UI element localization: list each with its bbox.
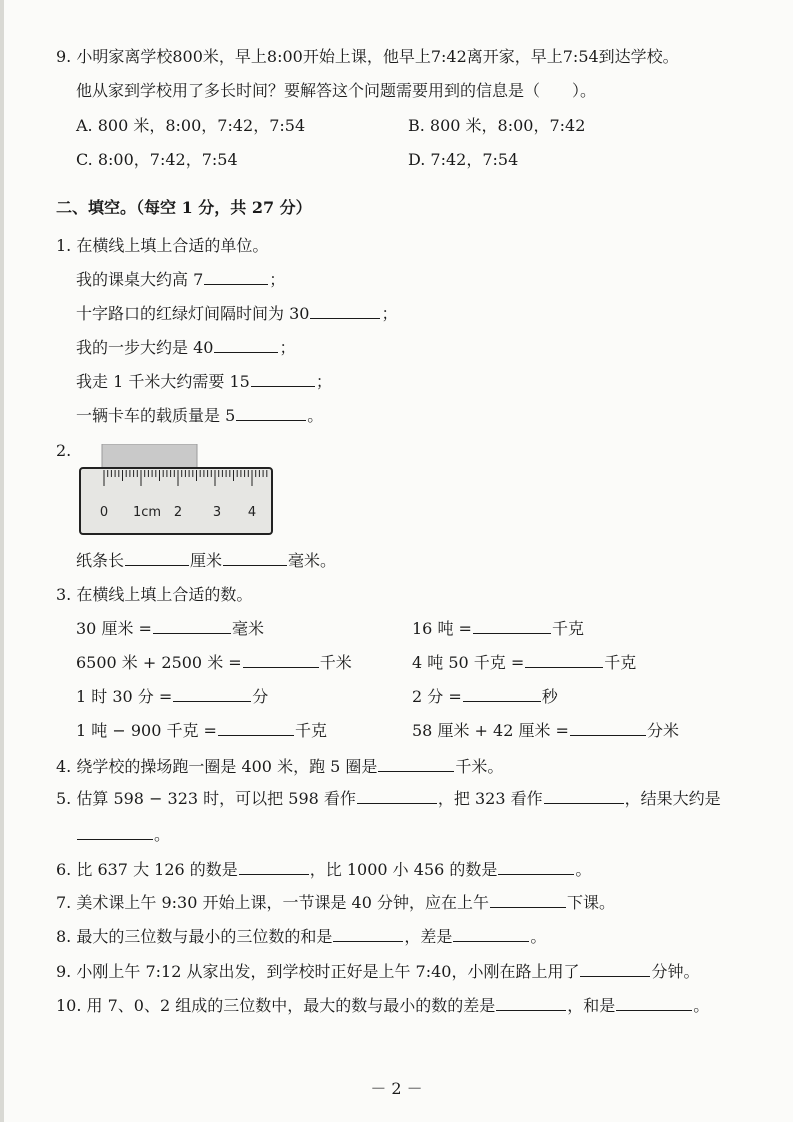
q9-option-c[interactable]: C. 8:00，7:42，7:54 [76,150,238,169]
f3-right-3: 2 分 = 秒 [412,687,558,706]
answer-blank[interactable] [616,994,692,1011]
answer-blank[interactable] [77,823,153,840]
f1-item-2: 十字路口的红绿灯间隔时间为 30 ； [76,304,398,323]
answer-blank[interactable] [570,719,646,736]
ruler-body [80,468,272,534]
answer-blank[interactable] [333,925,403,942]
answer-blank[interactable] [239,858,309,875]
ruler-label: 4 [247,505,257,520]
q9-option-d[interactable]: D. 7:42，7:54 [408,150,519,169]
answer-blank[interactable] [580,960,650,977]
f1-item-4: 我走 1 千米大约需要 15 ； [76,372,332,391]
f3-right-4: 58 厘米 + 42 厘米 = 分米 [412,721,679,740]
answer-blank[interactable] [236,404,306,421]
answer-blank[interactable] [463,685,541,702]
answer-blank[interactable] [525,651,603,668]
answer-blank[interactable] [498,858,574,875]
page-number: － 2 － [370,1079,423,1098]
answer-blank[interactable] [223,549,287,566]
answer-blank[interactable] [173,685,251,702]
f1-item-5: 一辆卡车的载质量是 5 。 [76,406,324,425]
answer-blank[interactable] [310,302,380,319]
q9-option-a[interactable]: A. 800 米，8:00，7:42，7:54 [76,116,306,135]
f7-line: 7. 美术课上午 9:30 开始上课，一节课是 40 分钟，应在上午 下课。 [56,893,616,912]
f8-line: 8. 最大的三位数与最小的三位数的和是 ，差是 。 [56,927,547,946]
f1-item-3: 我的一步大约是 40 ； [76,338,296,357]
ruler-illustration [78,444,274,536]
f4-line: 4. 绕学校的操场跑一圈是 400 米，跑 5 圈是 千米。 [56,757,504,776]
f3-title: 3. 在横线上填上合适的数。 [56,585,253,604]
ruler-label: 2 [173,505,183,520]
q9-option-b[interactable]: B. 800 米，8:00，7:42 [408,116,586,135]
f3-right-2: 4 吨 50 千克 = 千克 [412,653,637,672]
ruler-label: 1cm [132,505,162,520]
f9-line: 9. 小刚上午 7:12 从家出发，到学校时正好是上午 7:40，小刚在路上用了 分钟。 [56,962,700,981]
section-title: 二、填空。（每空 1 分，共 27 分） [56,198,312,217]
scan-edge [0,0,4,1122]
answer-blank[interactable] [214,336,278,353]
answer-blank[interactable] [453,925,529,942]
answer-blank[interactable] [218,719,294,736]
f3-left-4: 1 吨 − 900 千克 = 千克 [76,721,327,740]
answer-blank[interactable] [357,787,437,804]
ruler-label: 0 [99,505,109,520]
f3-left-3: 1 时 30 分 = 分 [76,687,269,706]
f2-number: 2. [56,441,72,460]
answer-blank[interactable] [251,370,315,387]
q9-line2: 他从家到学校用了多长时间？要解答这个问题需要用到的信息是（ ）。 [76,81,597,100]
answer-blank[interactable] [125,549,189,566]
f3-right-1: 16 吨 = 千克 [412,619,584,638]
f3-left-1: 30 厘米 = 毫米 [76,619,264,638]
answer-blank[interactable] [490,891,566,908]
f3-left-2: 6500 米 + 2500 米 = 千米 [76,653,352,672]
answer-blank[interactable] [243,651,319,668]
q9-line1: 9. 小明家离学校800米，早上8:00开始上课，他早上7:42离开家，早上7:54到达学校。 [56,47,679,66]
ruler-label: 3 [212,505,222,520]
ruler-figure [78,444,274,536]
answer-blank[interactable] [378,755,454,772]
answer-blank[interactable] [473,617,551,634]
answer-blank[interactable] [153,617,231,634]
f6-line: 6. 比 637 大 126 的数是 ，比 1000 小 456 的数是 。 [56,860,592,879]
f1-title: 1. 在横线上填上合适的单位。 [56,236,269,255]
answer-blank[interactable] [204,268,268,285]
f1-item-1: 我的课桌大约高 7 ； [76,270,286,289]
f2-answer: 纸条长 厘米 毫米。 [76,551,337,570]
f10-line: 10. 用 7、0、2 组成的三位数中，最大的数与最小的数的差是 ，和是 。 [56,996,710,1015]
f5-line2: 。 [76,823,170,846]
answer-blank[interactable] [496,994,566,1011]
f5-line1: 5. 估算 598 − 323 时，可以把 598 看作 ，把 323 看作 ，结果大约是 [56,789,721,808]
answer-blank[interactable] [544,787,624,804]
